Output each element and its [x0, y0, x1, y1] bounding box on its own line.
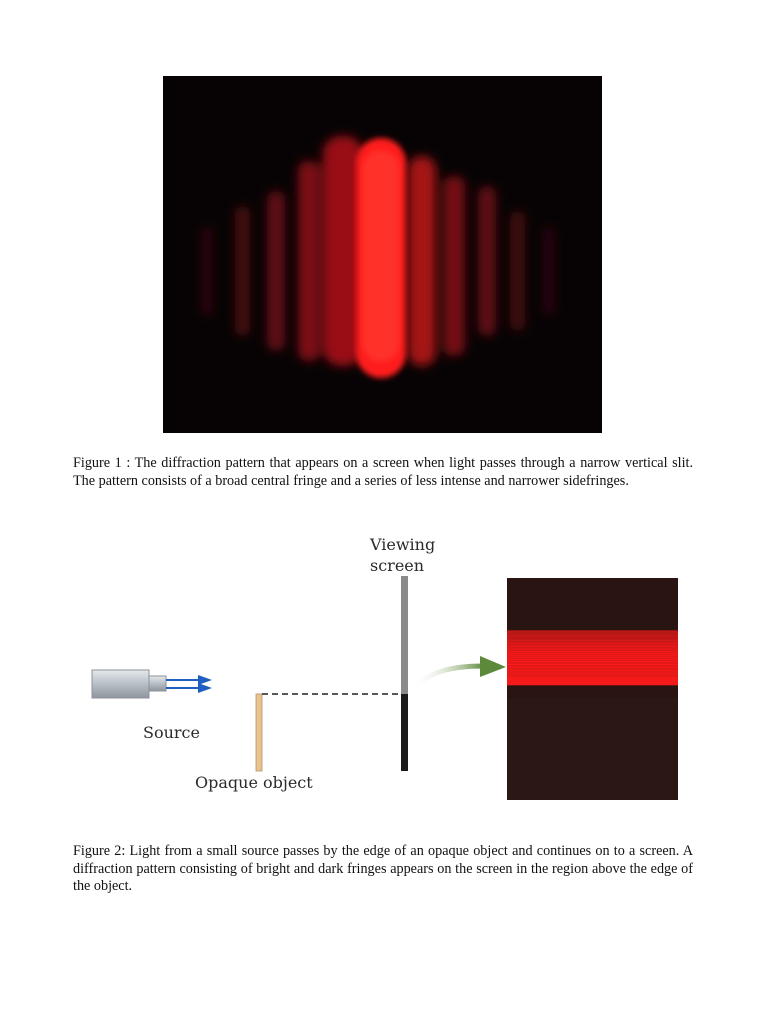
figure1-caption: Figure 1 : The diffraction pattern that appears on a screen when light passes through a narrow vertical slit. The pattern consists of a broad central fringe and a series of less intense and narrower sidefringes.	[73, 455, 693, 489]
magnify-arrow-icon	[412, 656, 506, 690]
shadow-region	[507, 698, 678, 800]
figure2-caption: Figure 2: Light from a small source passes by the edge of an opaque object and continues on to a screen. A diffraction pattern consisting of bright and dark fringes appears on the screen in the region above the edge of the object.	[73, 843, 693, 894]
viewing-screen-upper	[401, 576, 408, 694]
opaque-object-label: Opaque object	[195, 773, 313, 792]
light-source	[92, 670, 166, 698]
fringe-band	[507, 630, 678, 632]
viewing-label-line2: screen	[370, 556, 425, 575]
source-label: Source	[143, 723, 200, 742]
viewing-screen-lower	[401, 694, 408, 771]
light-arrows-icon	[166, 675, 212, 693]
opaque-object	[256, 694, 262, 771]
central-fringe	[356, 138, 406, 378]
viewing-label-line1: Viewing	[370, 535, 436, 554]
fringe-band	[507, 674, 678, 678]
diffraction-photo	[163, 76, 602, 433]
fringe-pattern-panel	[507, 578, 678, 800]
fringe-band	[507, 677, 678, 685]
fringe-bands	[507, 578, 678, 800]
